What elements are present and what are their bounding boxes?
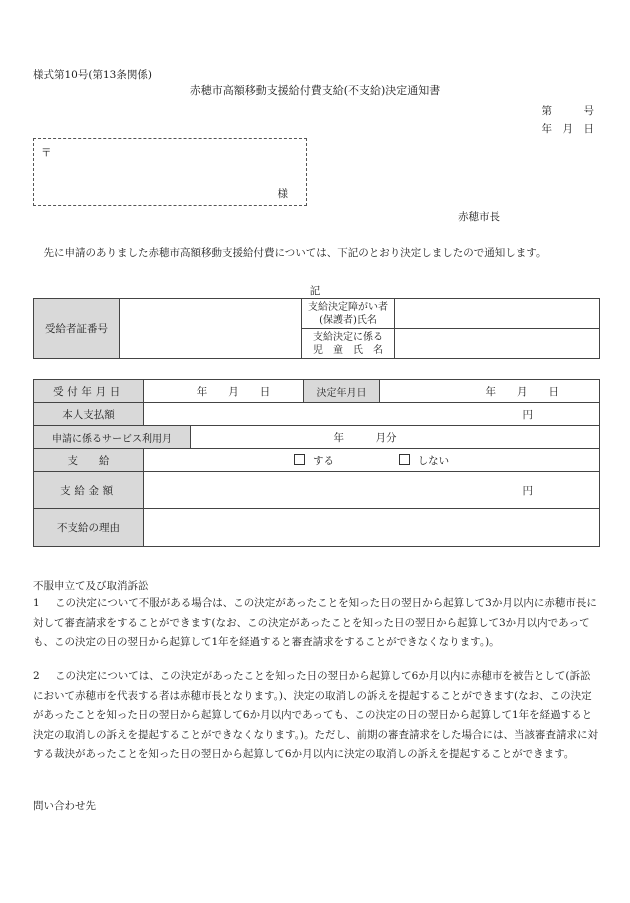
appeal-item-1-number: 1 — [33, 597, 40, 609]
payment-options — [144, 449, 600, 472]
self-payment-label: 本人支払額 — [34, 403, 144, 426]
payment-no-checkbox[interactable] — [399, 454, 410, 465]
table-row — [34, 449, 600, 472]
addressee-honorific: 様 — [277, 188, 288, 200]
address-box — [33, 138, 307, 206]
non-payment-reason-value[interactable] — [144, 509, 600, 547]
table-row — [34, 509, 600, 547]
table-row — [34, 426, 600, 449]
self-payment-yen[interactable]: 円 — [144, 403, 600, 426]
payment-yes-checkbox[interactable] — [294, 454, 305, 465]
payment-label: 支 給 — [34, 449, 144, 472]
intro-paragraph: 先に申請のありました赤穂市高額移動支援給付費については、下記のとおり決定しましたので通知します。 — [43, 247, 547, 259]
payment-amount-label: 支給金額 — [34, 472, 144, 509]
received-date-label: 受付年月日 — [34, 380, 144, 403]
issuer-name: 赤穂市長 — [458, 211, 500, 223]
table-row — [34, 299, 600, 329]
recipient-table — [33, 298, 600, 359]
contact-label: 問い合わせ先 — [33, 800, 96, 812]
appeal-heading: 不服申立て及び取消訴訟 — [33, 580, 149, 592]
recipient-id-label: 受給者証番号 — [34, 299, 120, 359]
ki-heading: 記 — [309, 285, 321, 297]
child-name-label: 支給決定に係る 児 童 氏 名 — [302, 329, 395, 359]
appeal-item-1-text: この決定について不服がある場合は、この決定があったことを知った日の翌日から起算して3か月以内に赤穂市長に対して審査請求をすることができます(なお、この決定があったことを知った日の翌日から起算して3か月以内であっても、この決定の日の翌日から起算して1年を経過すると審査請求をすることができなくなります。)。 — [33, 597, 597, 648]
table-row — [34, 472, 600, 509]
decision-date-value[interactable]: 年 月 日 — [380, 380, 600, 403]
appeal-item-2-text: この決定については、この決定があったことを知った日の翌日から起算して6か月以内に赤穂市を被告として(訴訟において赤穂市を代表する者は赤穂市長となります。)、決定の取消しの訴えを提起することができます(なお、この決定があったことを知った日の翌日から起算して6か月以内であっても、この決定の日の翌日から起算して1年を経過すると決定の取消しの訴えを提起することができなくなります。)。ただし、前期の審査請求をした場合には、当該審査請求に対する裁決があったことを知った日の翌日から起算して6か月以内に決定の取消しの訴えを提起することができます。 — [33, 670, 599, 760]
payment-yes-label: する — [313, 454, 334, 467]
document-date-label: 年 月 日 — [541, 123, 594, 135]
appeal-item-2-number: 2 — [33, 670, 40, 682]
appeal-item-1 — [33, 594, 600, 653]
child-name-value[interactable] — [395, 329, 600, 359]
appeal-item-2 — [33, 667, 600, 765]
decision-date-label: 決定年月日 — [304, 380, 380, 403]
form-number: 様式第10号(第13条関係) — [33, 69, 152, 81]
service-month-label: 申請に係るサービス利用月 — [34, 426, 191, 449]
non-payment-reason-label: 不支給の理由 — [34, 509, 144, 547]
guardian-name-value[interactable] — [395, 299, 600, 329]
payment-no-label: しない — [417, 454, 450, 467]
recipient-id-value[interactable] — [120, 299, 302, 359]
table-row — [34, 380, 600, 403]
received-date-value[interactable]: 年 月 日 — [144, 380, 304, 403]
postal-mark: 〒 — [41, 147, 52, 159]
table-row — [34, 403, 600, 426]
decision-table — [33, 379, 600, 547]
guardian-name-label: 支給決定障がい者 (保護者)氏名 — [302, 299, 395, 329]
service-month-value[interactable]: 年 月分 — [191, 426, 600, 449]
document-title: 赤穂市高額移動支援給付費支給(不支給)決定通知書 — [189, 84, 441, 97]
payment-amount-yen[interactable]: 円 — [144, 472, 600, 509]
document-number-label: 第 号 — [541, 105, 594, 117]
